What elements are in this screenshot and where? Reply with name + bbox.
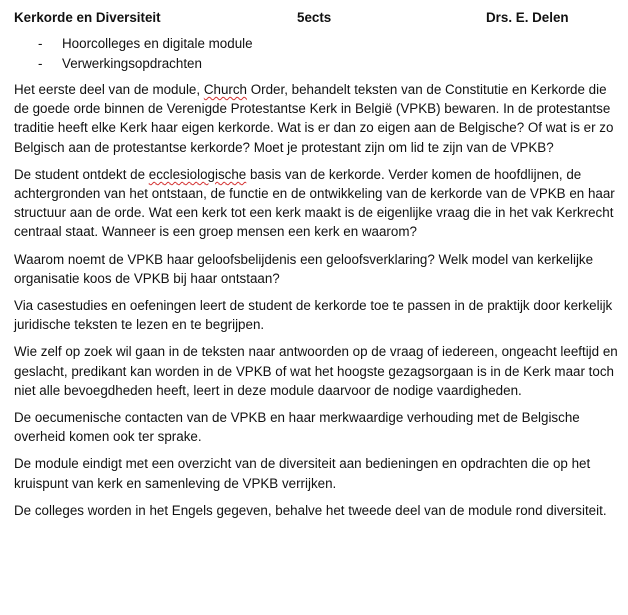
course-credits: 5ects — [297, 10, 332, 25]
paragraph-research: Wie zelf op zoek wil gaan in de teksten naar antwoorden op de vraag of iedereen, ongeacht leeftijd en geslacht, predikant kan worden in de VPKB of wat het hoogste gezagsorgaan is in de Kerk maar toch niet alle bevoegdheden heeft, leert in deze module daarvoor de nodige vaardigheden. — [14, 344, 618, 398]
paragraph-text: De student ontdekt de — [14, 166, 149, 182]
dash-bullet-icon: - — [38, 36, 43, 51]
paragraph-intro — [14, 80, 622, 157]
list-item-text: Hoorcolleges en digitale module — [62, 36, 253, 51]
spellcheck-flagged-word[interactable]: Church — [203, 82, 247, 97]
course-teacher: Drs. E. Delen — [486, 10, 569, 25]
paragraph-text: Order, behandelt teksten van de Constitutie en Kerkorde die de goede orde binnen de Verenigde Protestantse Kerk in België (VPKB) bewaren. In de protestantse traditie heeft elke Kerk haar eigen kerkorde. Wat is er dan zo eigen aan de Belgische? Of wat is er zo Belgisch aan de protestantse kerkorde? Moet je protestant zijn om lid te zijn van de VPKB? — [14, 82, 614, 155]
paragraph-text: basis van de kerkorde. Verder komen de hoofdlijnen, de achtergronden van het ontstaan, de functie en de ontwikkeling van de kerkorde van de VPKB en haar structuur aan de orde. Wat een kerk tot een kerk maakt is de eigenlijke vraag die in het vak Kerkrecht centraal staat. Wanneer is een groep mensen een kerk en waarom? — [14, 166, 615, 240]
course-header — [14, 8, 620, 34]
paragraph-casestudies: Via casestudies en oefeningen leert de student de kerkorde toe te passen in de praktijk door kerkelijk juridische teksten te lezen en te begrijpen. — [14, 298, 613, 333]
list-item-text: Verwerkingsopdrachten — [62, 55, 202, 71]
list-item — [38, 34, 620, 54]
paragraph-diversity: De module eindigt met een overzicht van de diversiteit aan bedieningen en opdrachten die op het kruispunt van kerk en samenleving de VPKB verrijken. — [14, 456, 591, 491]
dash-bullet-icon: - — [38, 55, 43, 71]
paragraph-language: De colleges worden in het Engels gegeven, behalve het tweede deel van de module rond diversiteit. — [14, 502, 607, 518]
list-item — [38, 54, 620, 74]
teaching-methods-list — [14, 34, 620, 73]
paragraph-text: Het eerste deel van de module, — [14, 82, 204, 97]
course-title: Kerkorde en Diversiteit — [14, 10, 161, 25]
spellcheck-flagged-word[interactable]: ecclesiologische — [148, 166, 247, 182]
paragraph-ecclesiology — [14, 165, 622, 242]
paragraph-confession: Waarom noemt de VPKB haar geloofsbelijdenis een geloofsverklaring? Welk model van kerkelijke organisatie koos de VPKB bij haar ontstaan? — [14, 251, 594, 286]
paragraph-ecumenical: De oecumenische contacten van de VPKB en haar merkwaardige verhouding met de Belgische overheid komen ook ter sprake. — [14, 410, 580, 445]
